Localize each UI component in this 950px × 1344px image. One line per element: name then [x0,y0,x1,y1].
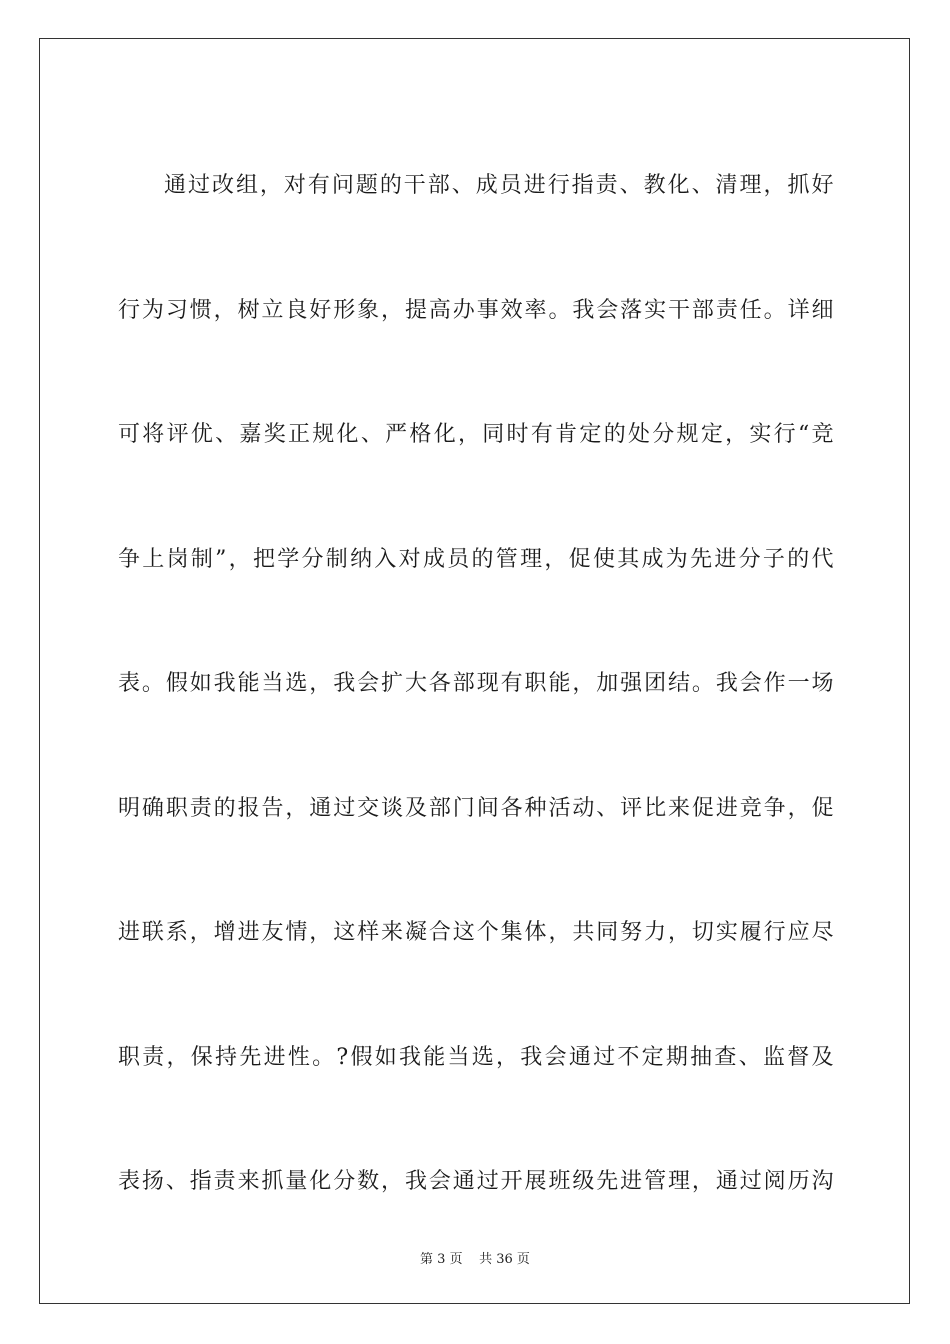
paragraph-line: 可将评优、嘉奖正规化、严格化，同时有肯定的处分规定，实行“竞 [118,422,834,447]
paragraph-line: 表扬、指责来抓量化分数，我会通过开展班级先进管理，通过阅历沟 [118,1169,834,1194]
body-paragraph [118,124,834,1245]
paragraph-line: 表。假如我能当选，我会扩大各部现有职能，加强团结。我会作一场 [118,671,834,696]
paragraph-line: 争上岗制”，把学分制纳入对成员的管理，促使其成为先进分子的代 [118,546,834,572]
paragraph-line: 职责，保持先进性。?假如我能当选，我会通过不定期抽查、监督及 [118,1044,834,1070]
page-footer [0,1248,950,1267]
paragraph-line: 通过改组，对有问题的干部、成员进行指责、教化、清理，抓好 [164,173,834,198]
paragraph-line: 明确职责的报告，通过交谈及部门间各种活动、评比来促进竞争，促 [118,795,834,821]
page-total: 共 36 页 [479,1252,530,1267]
paragraph-line: 进联系，增进友情，这样来凝合这个集体，共同努力，切实履行应尽 [118,920,834,945]
paragraph-line: 行为习惯，树立良好形象，提高办事效率。我会落实干部责任。详细 [118,297,834,323]
page-number: 第 3 页 [420,1252,463,1267]
